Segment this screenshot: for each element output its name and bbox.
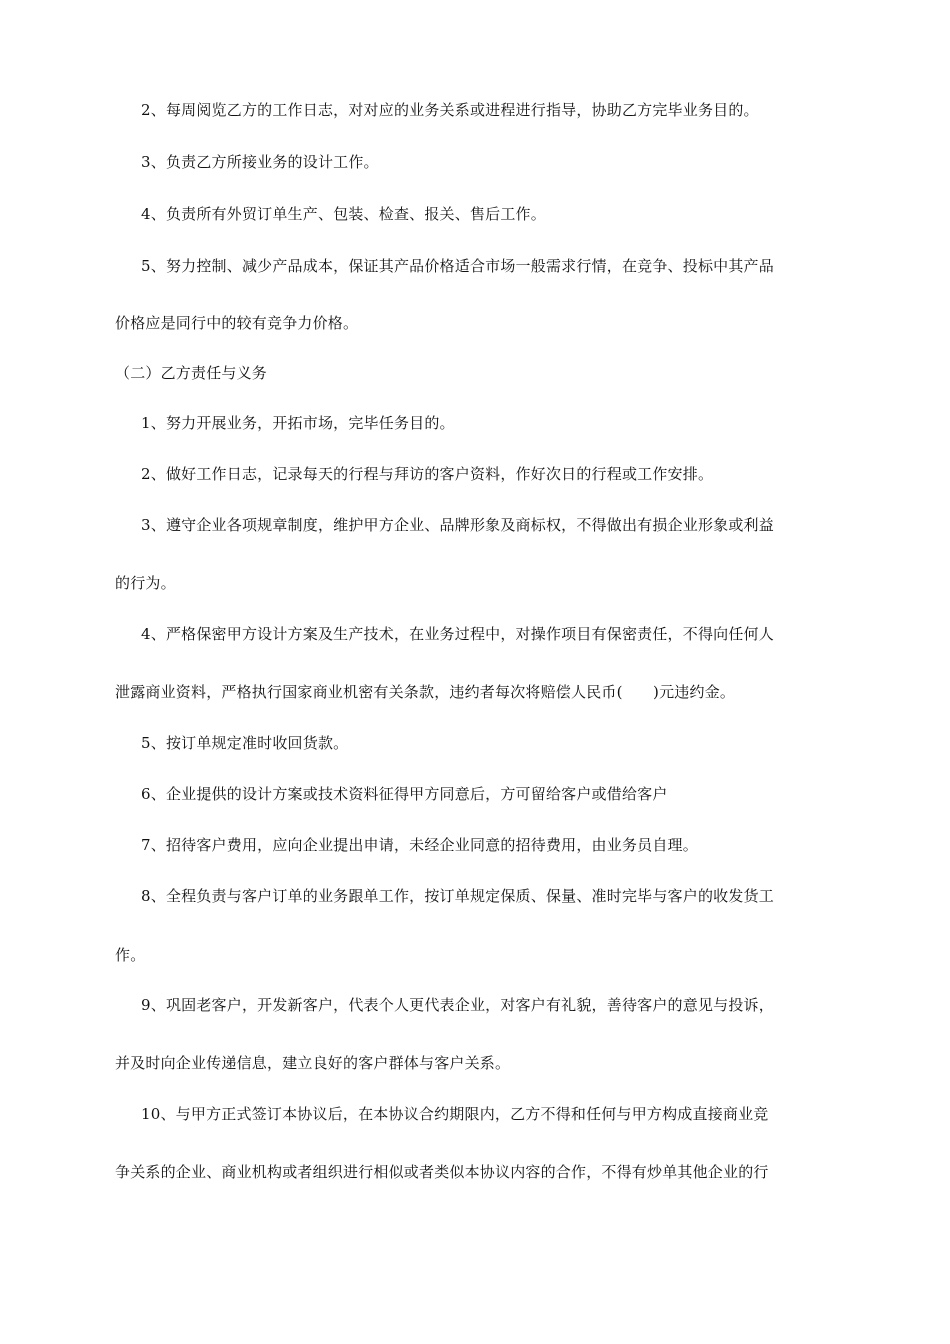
clause-a3-line: 3、负责乙方所接业务的设计工作。	[141, 153, 379, 171]
clause-b9-line-2: 并及时向企业传递信息，建立良好的客户群体与客户关系。	[115, 1054, 511, 1072]
clause-b7-line: 7、招待客户费用，应向企业提出申请，未经企业同意的招待费用，由业务员自理。	[141, 836, 698, 854]
clause-b9-line-1: 9、巩固老客户，开发新客户，代表个人更代表企业，对客户有礼貌，善待客户的意见与投诉，	[141, 996, 774, 1014]
clause-a2-line: 2、每周阅览乙方的工作日志，对对应的业务关系或进程进行指导，协助乙方完毕业务目的。	[141, 101, 759, 119]
clause-b6-line: 6、企业提供的设计方案或技术资料征得甲方同意后，方可留给客户或借给客户	[141, 785, 668, 803]
clause-b4-line-1: 4、严格保密甲方设计方案及生产技术，在业务过程中，对操作项目有保密责任，不得向任何人	[141, 625, 774, 643]
clause-b3-line-2: 的行为。	[115, 574, 176, 592]
clause-b2-line: 2、做好工作日志，记录每天的行程与拜访的客户资料，作好次日的行程或工作安排。	[141, 465, 714, 483]
clause-b5-line: 5、按订单规定准时收回货款。	[141, 734, 349, 752]
clause-b10-line-1: 10、与甲方正式签订本协议后，在本协议合约期限内，乙方不得和任何与甲方构成直接商业竞	[141, 1105, 769, 1123]
clause-b3-line-1: 3、遵守企业各项规章制度，维护甲方企业、品牌形象及商标权，不得做出有损企业形象或利益	[141, 516, 774, 534]
section-heading: （二）乙方责任与义务	[115, 364, 268, 382]
clause-b4-line-2: 泄露商业资料，严格执行国家商业机密有关条款，违约者每次将赔偿人民币( )元违约金。	[115, 683, 736, 701]
clause-a4-line: 4、负责所有外贸订单生产、包装、检查、报关、售后工作。	[141, 205, 546, 223]
clause-a5-line-2: 价格应是同行中的较有竞争力价格。	[115, 314, 359, 332]
clause-a5-line-1: 5、努力控制、减少产品成本，保证其产品价格适合市场一般需求行情，在竞争、投标中其产品	[141, 257, 774, 275]
clause-b8-line-1: 8、全程负责与客户订单的业务跟单工作，按订单规定保质、保量、准时完毕与客户的收发货工	[141, 887, 774, 905]
clause-b1-line: 1、努力开展业务，开拓市场，完毕任务目的。	[141, 414, 455, 432]
clause-b10-line-2: 争关系的企业、商业机构或者组织进行相似或者类似本协议内容的合作，不得有炒单其他企业的行	[115, 1163, 769, 1181]
clause-b8-line-2: 作。	[115, 946, 146, 964]
